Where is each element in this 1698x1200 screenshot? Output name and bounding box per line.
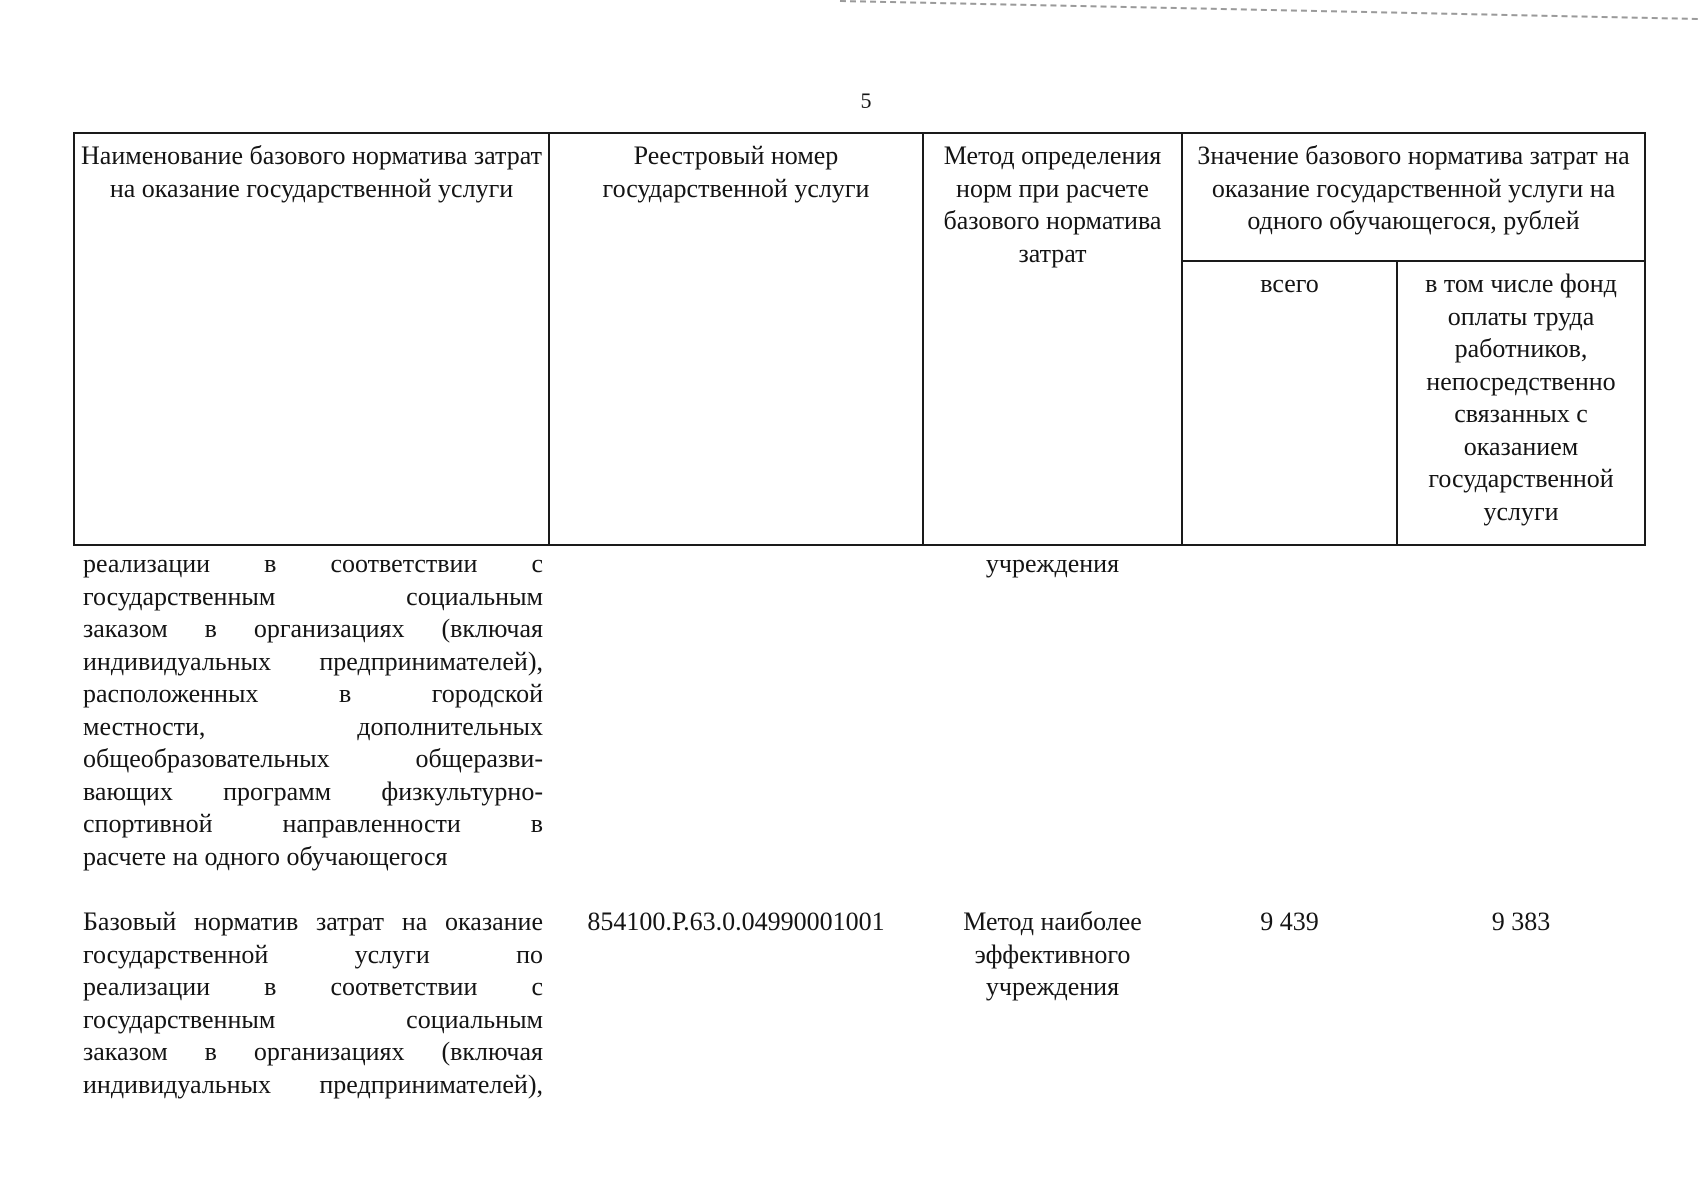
next-payroll-cell xyxy=(1396,906,1646,939)
continued-name-cell xyxy=(83,548,543,873)
continued-name-line: заказом в организациях (включая xyxy=(83,614,543,643)
continued-name-line: расчете на одного обучающегося xyxy=(83,841,448,871)
next-method-line: эффективного xyxy=(974,939,1131,969)
continued-name-line: расположенных в городской xyxy=(83,679,543,708)
header-method-column xyxy=(922,132,1183,546)
header-name-text: Наименование базового норматива затрат на оказание государственной услуги xyxy=(81,141,542,203)
continued-method-text: учреждения xyxy=(985,549,1120,578)
header-method-text: Метод определения норм при расчете базового норматива затрат xyxy=(943,141,1162,268)
next-name-cell xyxy=(83,906,543,1101)
continued-name-line: общеобразовательных общеразви- xyxy=(83,744,543,773)
continued-name-line: местности, дополнительных xyxy=(83,711,543,741)
continued-name-line: реализации в соответствии с xyxy=(83,549,543,578)
next-name-line: Базовый норматив затрат на оказание xyxy=(83,907,543,936)
continued-method-cell xyxy=(922,548,1183,581)
header-payroll-column xyxy=(1396,260,1646,546)
continued-name-line: государственным социальным xyxy=(83,581,543,611)
header-payroll-text: в том числе фонд оплаты труда работников, непосредственно связанных с оказанием государственной услуги xyxy=(1425,269,1617,526)
page-number: 5 xyxy=(860,88,872,113)
next-name-line: индивидуальных предпринимателей), xyxy=(83,1069,543,1099)
next-name-line: заказом в организациях (включая xyxy=(83,1037,543,1066)
next-payroll-value: 9 383 xyxy=(1491,907,1551,936)
header-total-column xyxy=(1181,260,1398,546)
next-total-value: 9 439 xyxy=(1260,907,1319,936)
header-name-column xyxy=(73,132,550,546)
header-registry-text: Реестровый номер государственной услуги xyxy=(602,141,870,203)
next-name-line: государственным социальным xyxy=(83,1004,543,1034)
header-registry-column xyxy=(548,132,924,546)
header-total-text: всего xyxy=(1260,269,1319,298)
header-value-group xyxy=(1181,132,1646,262)
continued-name-line: спортивной направленности в xyxy=(83,809,543,838)
continued-name-line: индивидуальных предпринимателей), xyxy=(83,646,543,676)
scan-artifact-dashed-line xyxy=(839,0,1697,44)
next-total-cell xyxy=(1181,906,1398,939)
continued-name-line: вающих программ физкультурно- xyxy=(83,776,543,806)
next-method-line: учреждения xyxy=(985,972,1120,1001)
next-method-cell xyxy=(922,906,1183,1004)
header-value-group-text: Значение базового норматива затрат на оказание государственной услуги на одного обучающегося, рублей xyxy=(1197,141,1630,235)
next-name-line: государственной услуги по xyxy=(83,939,543,969)
next-name-line: реализации в соответствии с xyxy=(83,972,543,1001)
next-registry-number: 854100.Р.63.0.04990001001 xyxy=(587,907,885,936)
next-registry-cell xyxy=(548,906,924,939)
next-method-line: Метод наиболее xyxy=(963,907,1142,936)
